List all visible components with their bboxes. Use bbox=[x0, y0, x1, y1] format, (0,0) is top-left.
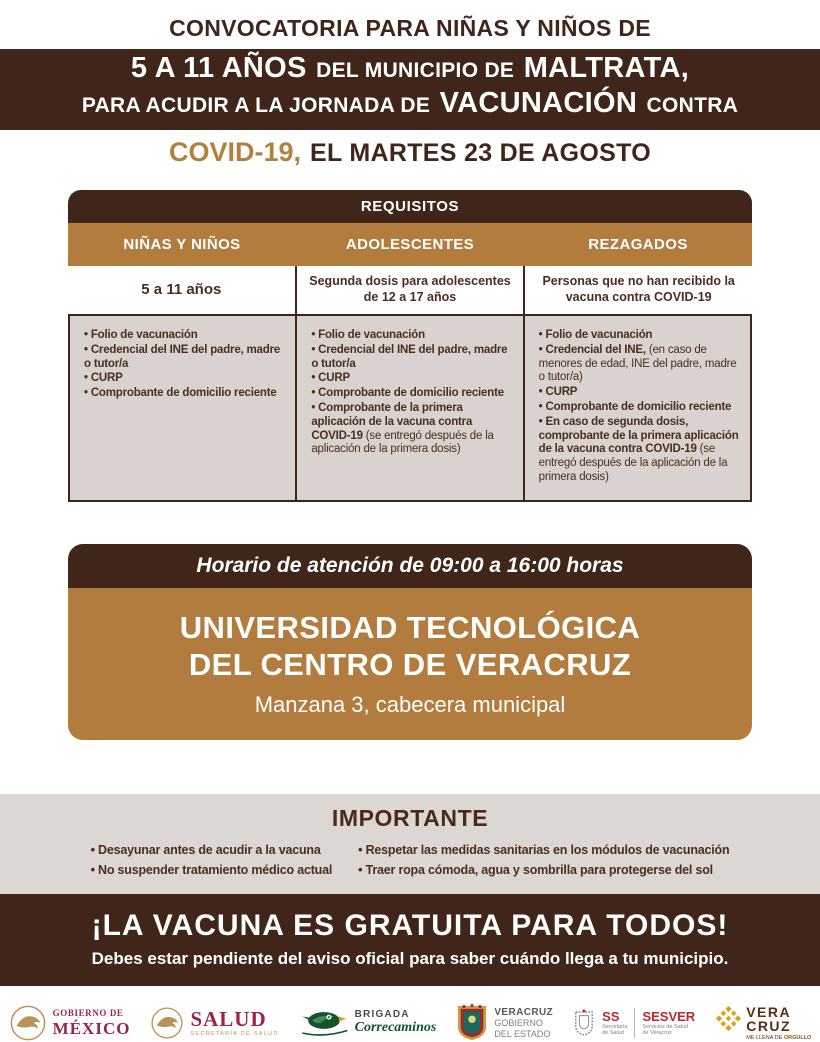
jornada-text: PARA ACUDIR A LA JORNADA DE bbox=[81, 94, 431, 117]
schedule-header: Horario de atención de 09:00 a 16:00 horas bbox=[68, 544, 752, 588]
salud-shield-icon bbox=[573, 1009, 595, 1037]
municipio-text: DEL MUNICIPIO DE bbox=[316, 59, 515, 82]
title-band bbox=[0, 49, 820, 130]
venue-address: Manzana 3, cabecera municipal bbox=[254, 691, 566, 717]
covid-label: COVID-19, bbox=[169, 137, 302, 167]
requirement-item: • Folio de vacunación bbox=[84, 329, 285, 343]
importante-item: • Traer ropa cómoda, agua y sombrilla para protegerse del sol bbox=[358, 860, 729, 880]
logo-divider bbox=[634, 1008, 635, 1038]
poster-title-line1: CONVOCATORIA PARA NIÑAS Y NIÑOS DE bbox=[169, 15, 651, 41]
free-vaccine-subtitle: Debes estar pendiente del aviso oficial para saber cuándo llega a tu municipio. bbox=[91, 948, 729, 968]
requirement-item: • CURP bbox=[311, 372, 512, 386]
importante-list bbox=[358, 840, 729, 880]
group-rezagados: Personas que no han recibido la vacuna contra COVID-19 bbox=[523, 266, 752, 314]
location-body bbox=[68, 588, 752, 740]
age-range-text: 5 A 11 AÑOS bbox=[130, 52, 307, 84]
veracruz-gobierno-text: VERACRUZ GOBIERNO DEL ESTADO bbox=[494, 1006, 554, 1039]
veracruz-tagline: ME LLENA DE ORGULLO bbox=[746, 1034, 812, 1041]
importante-right-column bbox=[358, 840, 729, 880]
date-line bbox=[0, 137, 820, 168]
eagle-emblem-icon bbox=[9, 1004, 47, 1042]
importante-list bbox=[91, 840, 333, 880]
contra-text: CONTRA bbox=[646, 94, 739, 117]
venue-name-line1: UNIVERSIDAD TECNOLÓGICA bbox=[179, 609, 641, 645]
gobierno-mexico-logo bbox=[9, 1004, 131, 1042]
eagle-emblem-icon bbox=[150, 1006, 184, 1040]
requirement-item: • Folio de vacunación bbox=[311, 329, 512, 343]
gobierno-mexico-text: GOBIERNO DE MÉXICO bbox=[52, 1007, 131, 1038]
requirement-item: • Comprobante de domicilio reciente bbox=[311, 387, 512, 401]
importante-item: • Respetar las medidas sanitarias en los módulos de vacunación bbox=[358, 840, 729, 860]
requirement-item: • Comprobante de domicilio reciente bbox=[84, 387, 285, 401]
salud-logo bbox=[150, 1006, 278, 1040]
importante-item: • No suspender tratamiento médico actual bbox=[91, 860, 333, 880]
requisitos-table bbox=[68, 190, 752, 502]
free-vaccine-banner bbox=[0, 894, 820, 986]
requisitos-group-row bbox=[68, 266, 752, 314]
brigada-text: BRIGADA Correcaminos bbox=[354, 1009, 437, 1036]
sesver-text: SESVER Servicios de Salud de Veracruz bbox=[642, 1008, 696, 1036]
requirement-item: • Comprobante de la primera aplicación de la vacuna contra COVID-19 (se entregó después de la aplicación de la primera dosis) bbox=[311, 402, 512, 457]
footer-logos bbox=[0, 986, 820, 1042]
venue-name-line2: DEL CENTRO DE VERACRUZ bbox=[188, 646, 632, 682]
veracruz-shield-icon bbox=[456, 1004, 488, 1042]
importante-section bbox=[0, 794, 820, 894]
requisitos-column-headers bbox=[68, 223, 752, 266]
title-band-line1 bbox=[0, 53, 820, 88]
gold-ornament-icon bbox=[715, 1005, 742, 1032]
requirement-item: • Credencial del INE del padre, madre o tutor/a bbox=[84, 344, 285, 372]
veracruz-brand-logo bbox=[715, 1005, 811, 1042]
title-band-line2 bbox=[0, 88, 820, 123]
event-date: EL MARTES 23 DE AGOSTO bbox=[310, 139, 651, 167]
importante-item: • Desayunar antes de acudir a la vacuna bbox=[91, 840, 333, 860]
requirements-list bbox=[84, 329, 285, 401]
free-vaccine-title: ¡LA VACUNA ES GRATUITA PARA TODOS! bbox=[91, 908, 729, 942]
group-adolescentes: Segunda dosis para adolescentes de 12 a 17 años bbox=[295, 266, 524, 314]
requirement-item: • Credencial del INE del padre, madre o tutor/a bbox=[311, 344, 512, 372]
requirements-list bbox=[539, 329, 740, 485]
requirement-item: • CURP bbox=[84, 372, 285, 386]
requirements-list bbox=[311, 329, 512, 457]
group-ninas: 5 a 11 años bbox=[141, 280, 222, 298]
schedule-location-panel bbox=[68, 544, 752, 740]
veracruz-gobierno-logo bbox=[456, 1004, 553, 1042]
column-header-adolescentes: ADOLESCENTES bbox=[345, 236, 475, 253]
vacunacion-text: VACUNACIÓN bbox=[439, 87, 638, 119]
importante-columns bbox=[0, 840, 820, 880]
importante-left-column bbox=[91, 840, 333, 880]
ss-text: SS Secretaría de Salud bbox=[602, 1008, 628, 1036]
roadrunner-bird-icon bbox=[299, 1008, 349, 1038]
requisitos-list-rezagados bbox=[523, 316, 750, 500]
municipality-name: MALTRATA, bbox=[523, 52, 690, 84]
ss-sesver-logo bbox=[573, 1008, 695, 1038]
requirement-item: • En caso de segunda dosis, comprobante de la primera aplicación de la vacuna contra COVID-19 (se entregó después de la aplicación de la primera dosis) bbox=[539, 416, 740, 485]
column-header-rezagados: REZAGADOS bbox=[588, 236, 688, 253]
requisitos-title: REQUISITOS bbox=[68, 190, 752, 223]
requisitos-list-ninas bbox=[70, 316, 295, 500]
requirement-item: • CURP bbox=[539, 386, 740, 400]
importante-title: IMPORTANTE bbox=[331, 804, 489, 831]
brigada-correcaminos-logo bbox=[299, 1008, 437, 1038]
requirement-item: • Folio de vacunación bbox=[539, 329, 740, 343]
requisitos-list-adolescentes bbox=[295, 316, 522, 500]
requisitos-body bbox=[68, 314, 752, 502]
column-header-ninas: NIÑAS Y NIÑOS bbox=[123, 236, 241, 253]
requirement-item: • Credencial del INE, (en caso de menores de edad, INE del padre, madre o tutor/a) bbox=[539, 344, 740, 385]
requirement-item: • Comprobante de domicilio reciente bbox=[539, 401, 740, 415]
salud-text: SALUD SECRETARÍA DE SALUD bbox=[190, 1006, 279, 1037]
veracruz-brand-text: VERA CRUZ ME LLENA DE ORGULLO bbox=[746, 1003, 812, 1041]
